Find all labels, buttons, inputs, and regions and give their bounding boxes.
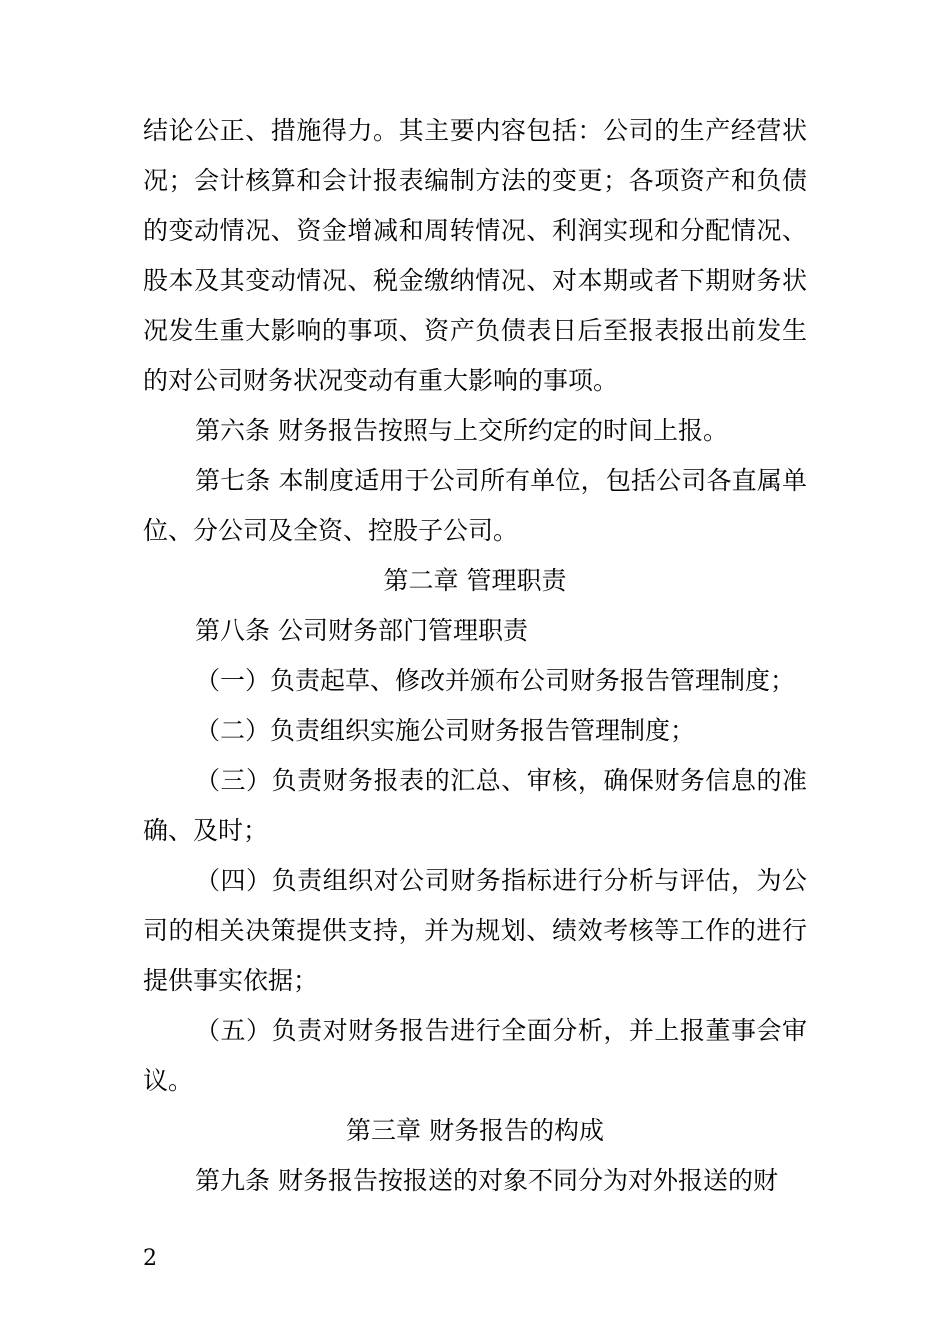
article-7: 第七条 本制度适用于公司所有单位，包括公司各直属单位、分公司及全资、控股子公司。 — [143, 466, 807, 545]
chapter-3-heading: 第三章 财务报告的构成 — [346, 1116, 604, 1145]
article-8-item-3: （三）负责财务报表的汇总、审核，确保财务信息的准确、及时； — [143, 766, 807, 845]
paragraph-continued: 结论公正、措施得力。其主要内容包括：公司的生产经营状况；会计核算和会计报表编制方法的变更；各项资产和负债的变动情况、资金增减和周转情况、利润实现和分配情况、股本及其变动情况、税金缴纳情况、对本期或者下期财务状况发生重大影响的事项、资产负债表日后至报表报出前发生的对公司财务状况变动有重大影响的事项。 — [143, 116, 807, 395]
article-8-item-1: （一）负责起草、修改并颁布公司财务报告管理制度； — [195, 666, 796, 695]
article-8-item-5: （五）负责对财务报告进行全面分析，并上报董事会审议。 — [143, 1016, 807, 1095]
document-body — [143, 106, 807, 1206]
article-8: 第八条 公司财务部门管理职责 — [195, 616, 528, 645]
article-6: 第六条 财务报告按照与上交所约定的时间上报。 — [195, 416, 728, 445]
article-8-item-2: （二）负责组织实施公司财务报告管理制度； — [195, 716, 696, 745]
page-number: 2 — [143, 1246, 157, 1271]
article-8-item-4: （四）负责组织对公司财务指标进行分析与评估，为公司的相关决策提供支持，并为规划、绩效考核等工作的进行提供事实依据； — [143, 866, 807, 995]
chapter-2-heading: 第二章 管理职责 — [383, 566, 567, 595]
article-9: 第九条 财务报告按报送的对象不同分为对外报送的财 — [195, 1166, 778, 1195]
